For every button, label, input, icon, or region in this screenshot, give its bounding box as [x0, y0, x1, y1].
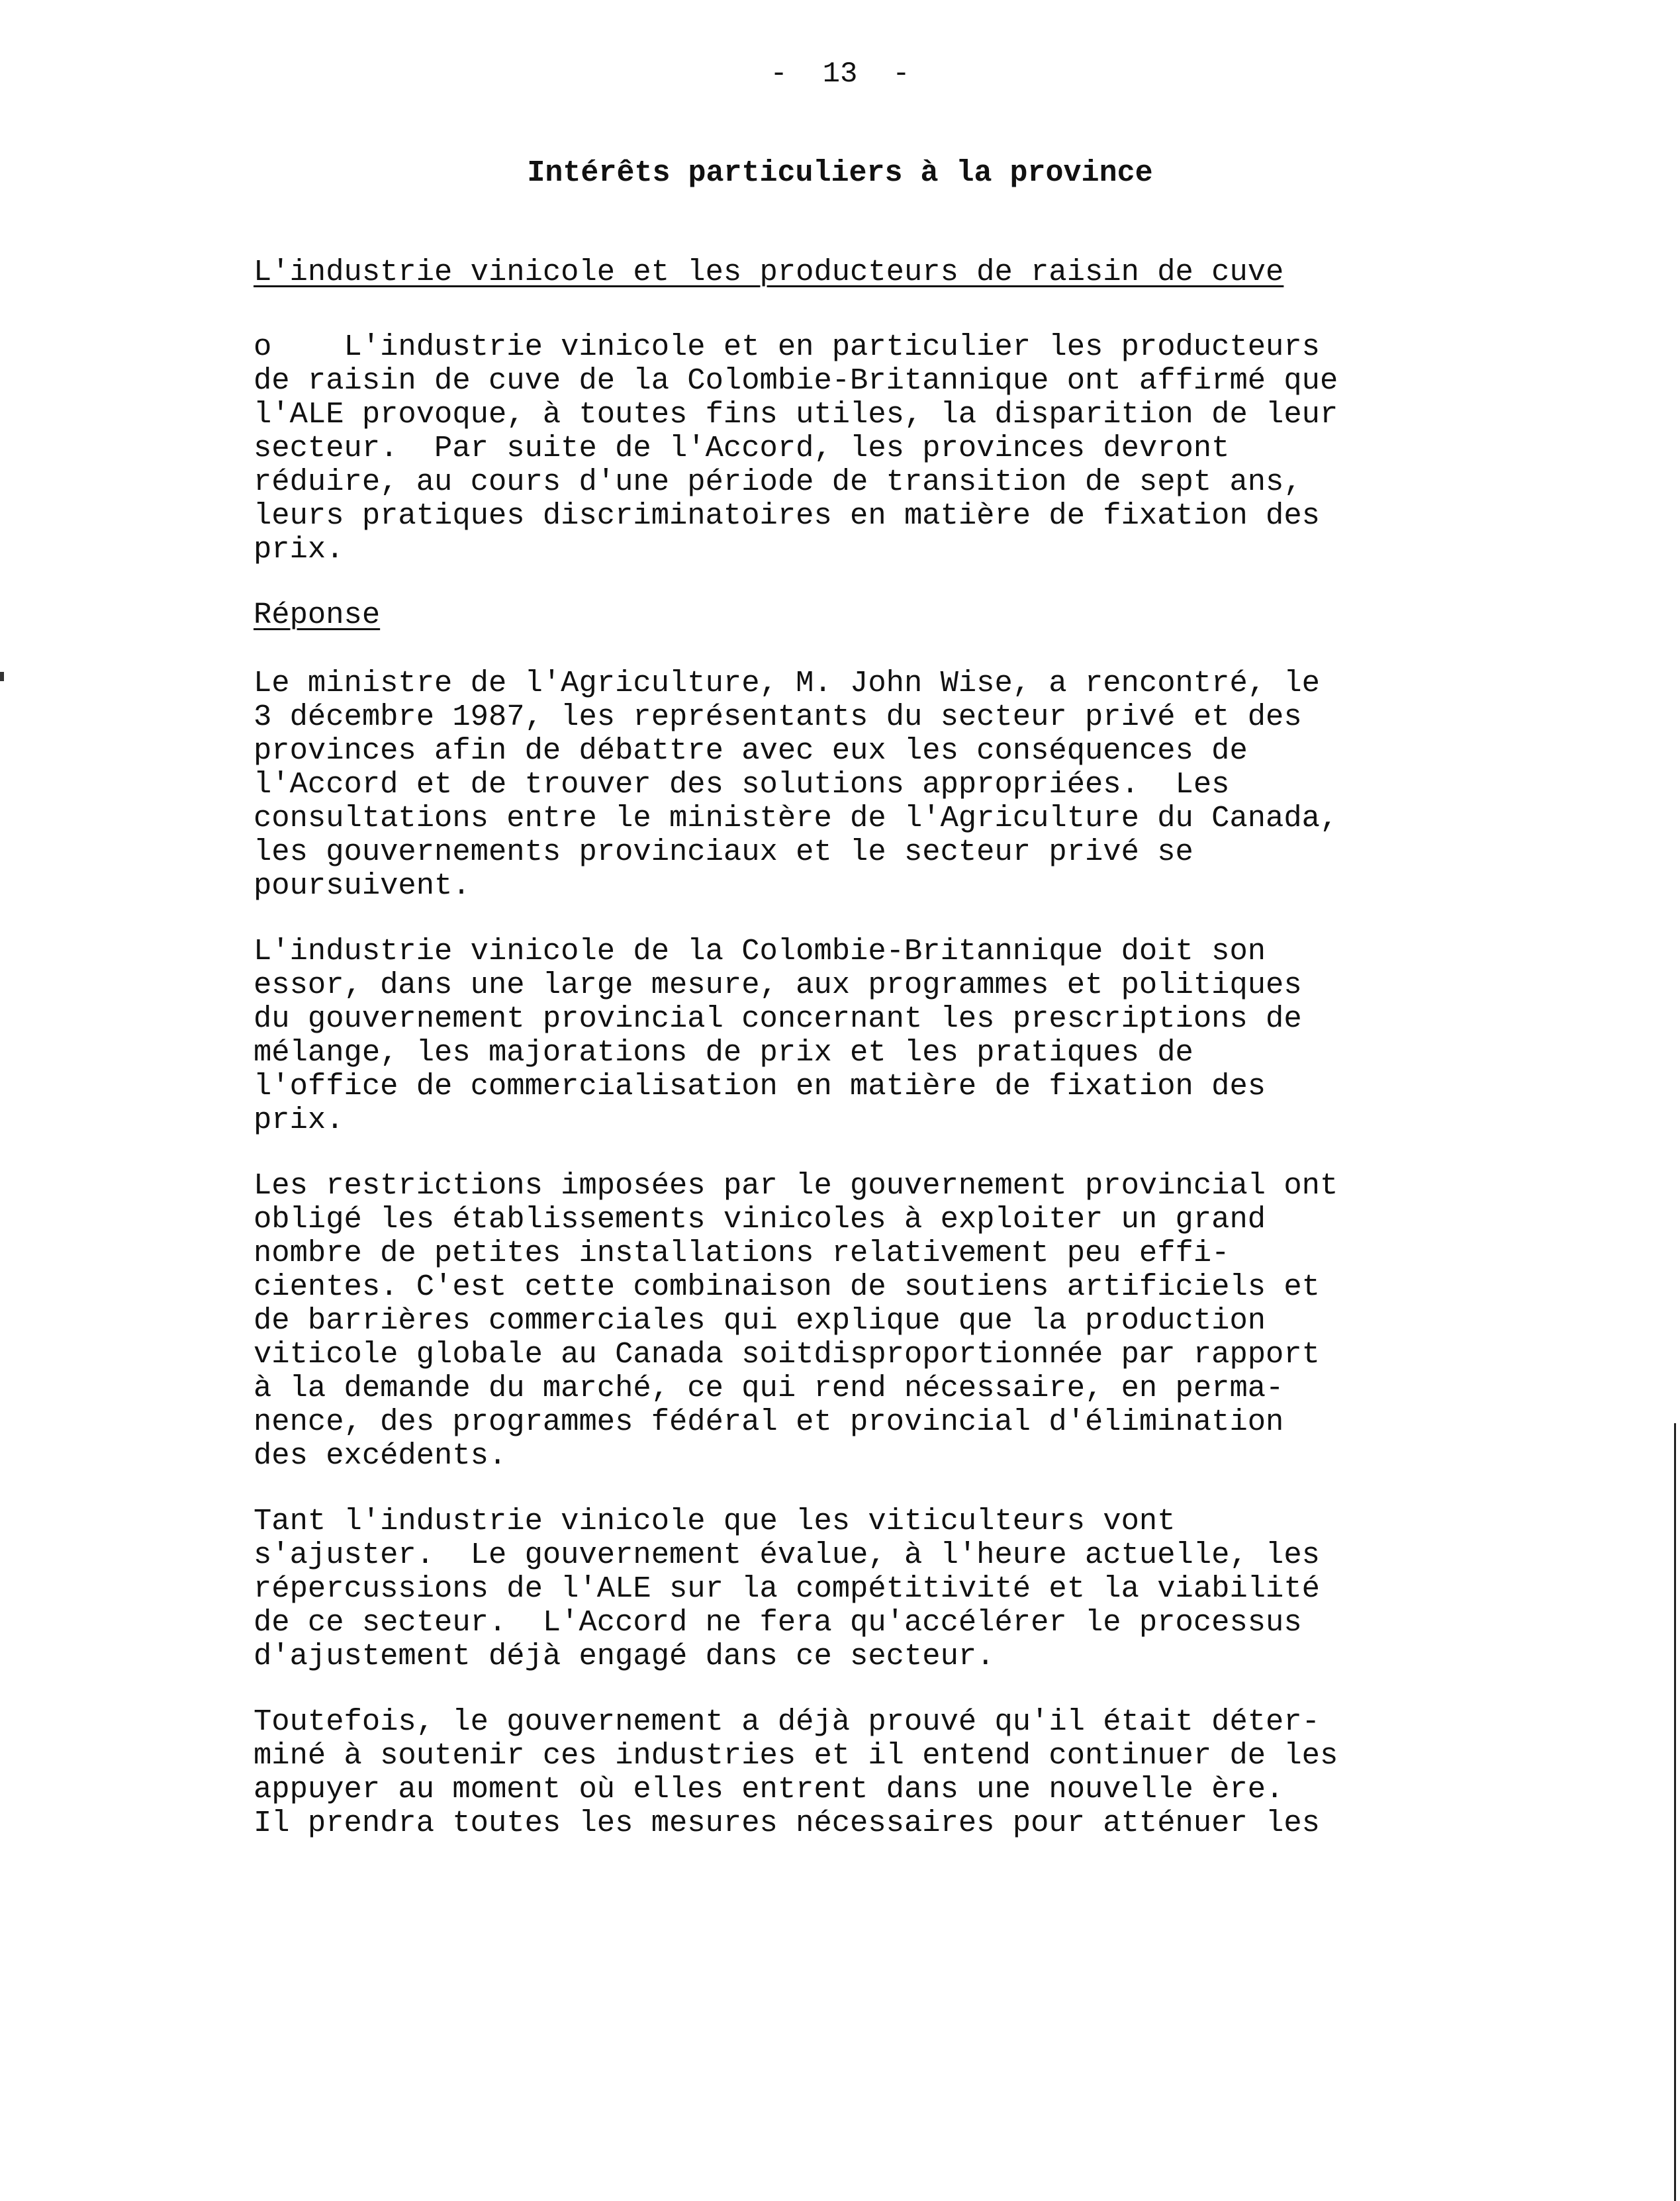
text-line: réduire, au cours d'une période de transition de sept ans, [254, 465, 1302, 499]
text-line: l'office de commercialisation en matière de fixation des [254, 1069, 1266, 1103]
text-line: Les restrictions imposées par le gouvernement provincial ont [254, 1168, 1338, 1203]
text-line: de raisin de cuve de la Colombie-Britannique ont affirmé que [254, 363, 1338, 398]
section-heading: L'industrie vinicole et les producteurs de raisin de cuve [254, 255, 1284, 289]
text-line: nombre de petites installations relativement peu effi- [254, 1236, 1230, 1270]
text-line: leurs pratiques discriminatoires en matière de fixation des [254, 498, 1320, 533]
text-line: cientes. C'est cette combinaison de soutiens artificiels et [254, 1270, 1320, 1304]
text-line: des excédents. [254, 1438, 507, 1473]
text-line: du gouvernement provincial concernant les prescriptions de [254, 1002, 1302, 1036]
text-line: l'Accord et de trouver des solutions appropriées. Les [254, 767, 1230, 802]
scan-edge-mark [0, 672, 4, 681]
scan-edge-line [1674, 1423, 1676, 2201]
page-number: - 13 - [770, 58, 910, 91]
text-line: appuyer au moment où elles entrent dans une nouvelle ère. [254, 1772, 1284, 1806]
text-line: poursuivent. [254, 868, 471, 903]
text-line: d'ajustement déjà engagé dans ce secteur. [254, 1639, 995, 1673]
text-line: à la demande du marché, ce qui rend nécessaire, en perma- [254, 1371, 1284, 1405]
text-line: Tant l'industrie vinicole que les viticulteurs vont [254, 1504, 1176, 1538]
paragraph [254, 1169, 1458, 1473]
response-heading: Réponse [254, 598, 381, 632]
text-line: répercussions de l'ALE sur la compétitivité et la viabilité [254, 1571, 1320, 1606]
paragraph [254, 667, 1458, 903]
document-body [254, 256, 1458, 1872]
text-line: Le ministre de l'Agriculture, M. John Wise, a rencontré, le [254, 666, 1320, 700]
text-line: les gouvernements provinciaux et le secteur privé se [254, 835, 1193, 869]
paragraph [254, 1505, 1458, 1673]
text-line: L'industrie vinicole de la Colombie-Britannique doit son [254, 934, 1266, 968]
issue-paragraph [254, 330, 1458, 567]
text-line: de barrières commerciales qui explique que la production [254, 1303, 1266, 1338]
text-line: 3 décembre 1987, les représentants du secteur privé et des [254, 700, 1302, 734]
text-line: o L'industrie vinicole et en particulier les producteurs [254, 330, 1320, 364]
paragraph [254, 935, 1458, 1137]
text-line: provinces afin de débattre avec eux les conséquences de [254, 733, 1248, 768]
text-line: consultations entre le ministère de l'Agriculture du Canada, [254, 801, 1338, 835]
text-line: l'ALE provoque, à toutes fins utiles, la disparition de leur [254, 397, 1338, 432]
text-line: miné à soutenir ces industries et il entend continuer de les [254, 1738, 1338, 1773]
paragraph [254, 1705, 1458, 1840]
text-line: mélange, les majorations de prix et les pratiques de [254, 1035, 1193, 1070]
text-line: essor, dans une large mesure, aux programmes et politiques [254, 968, 1302, 1002]
page-title: Intérêts particuliers à la province [527, 156, 1153, 190]
text-line: prix. [254, 1103, 344, 1137]
text-line: obligé les établissements vinicoles à exploiter un grand [254, 1202, 1266, 1237]
text-line: de ce secteur. L'Accord ne fera qu'accélérer le processus [254, 1605, 1302, 1640]
text-line: secteur. Par suite de l'Accord, les provinces devront [254, 431, 1230, 465]
text-line: nence, des programmes fédéral et provincial d'élimination [254, 1405, 1284, 1439]
text-line: Toutefois, le gouvernement a déjà prouvé qu'il était déter- [254, 1705, 1320, 1739]
text-line: viticole globale au Canada soitdisproportionnée par rapport [254, 1337, 1320, 1372]
text-line: prix. [254, 532, 344, 567]
text-line: s'ajuster. Le gouvernement évalue, à l'heure actuelle, les [254, 1538, 1320, 1572]
text-line: Il prendra toutes les mesures nécessaires pour atténuer les [254, 1806, 1320, 1840]
